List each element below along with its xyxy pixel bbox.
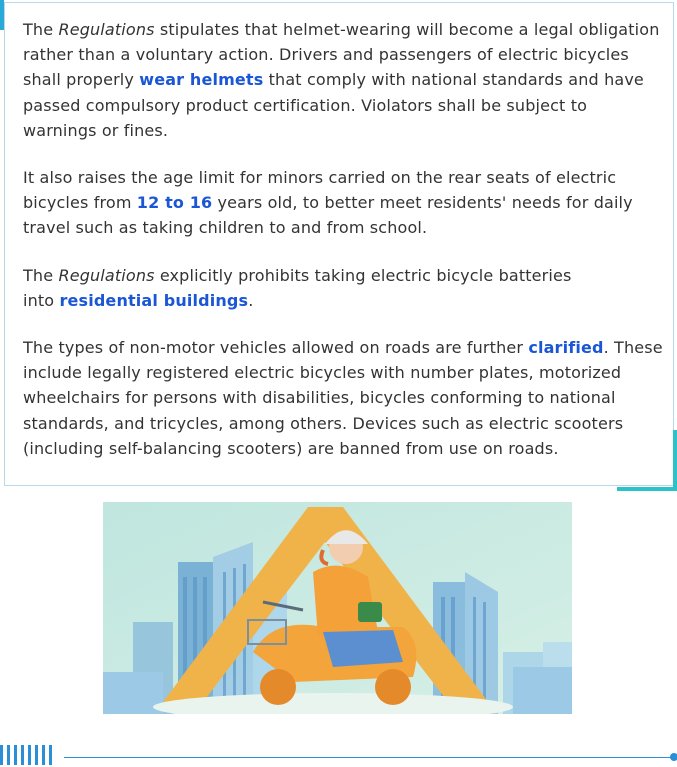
text-segment: years old, to better meet residents' needs for daily travel such as taking children to and from school. (23, 193, 633, 238)
text-segment: . These include legally registered electric bicycles with number plates, motorized wheelchairs for persons with disabilities, bicycles conforming to national standards, and tricycles, among others. Devices such as electric scooters (including self-balancing scooters) are banned from use on roads. (23, 338, 663, 458)
corner-accent-bottom-right-horizontal (617, 487, 677, 491)
regulations-italic: Regulations (58, 265, 155, 285)
paragraph-age-limit (23, 165, 663, 241)
article-body (23, 17, 663, 483)
text-segment: that comply with national standards and have passed compulsory product certification. Violators shall be subject to warnings or fines. (23, 70, 644, 140)
text-segment: into (23, 290, 60, 310)
text-segment: The types of non-motor vehicles allowed on roads are further (23, 338, 529, 358)
paragraph-helmets (23, 17, 663, 143)
corner-accent-bottom-right-vertical (673, 430, 677, 490)
article-card (4, 2, 674, 486)
text-segment: It also raises the age limit for minors carried on the rear seats of electric bicycles from (23, 168, 617, 213)
highlight-wear-helmets: wear helmets (139, 70, 264, 90)
text-segment: explicitly prohibits taking electric bicycle batteries (154, 265, 572, 285)
text-segment: . (248, 290, 254, 310)
paragraph-batteries (23, 263, 663, 313)
text-segment: stipulates that helmet-wearing will become a legal obligation rather than a voluntary action. Drivers and passengers of electric bicycles shall properly (23, 20, 660, 90)
front-building (513, 667, 572, 714)
text-segment: The (23, 265, 59, 285)
text-segment: The (23, 20, 59, 39)
footer-divider-line (64, 757, 674, 758)
footer-divider-dot (670, 753, 677, 761)
regulations-italic: Regulations (58, 20, 155, 39)
highlight-clarified: clarified (528, 338, 604, 358)
helmet-rider-illustration (103, 502, 572, 714)
highlight-residential-buildings: residential buildings (59, 290, 249, 310)
paragraph-vehicle-types (23, 335, 663, 461)
highlight-age-range: 12 to 16 (136, 193, 213, 213)
